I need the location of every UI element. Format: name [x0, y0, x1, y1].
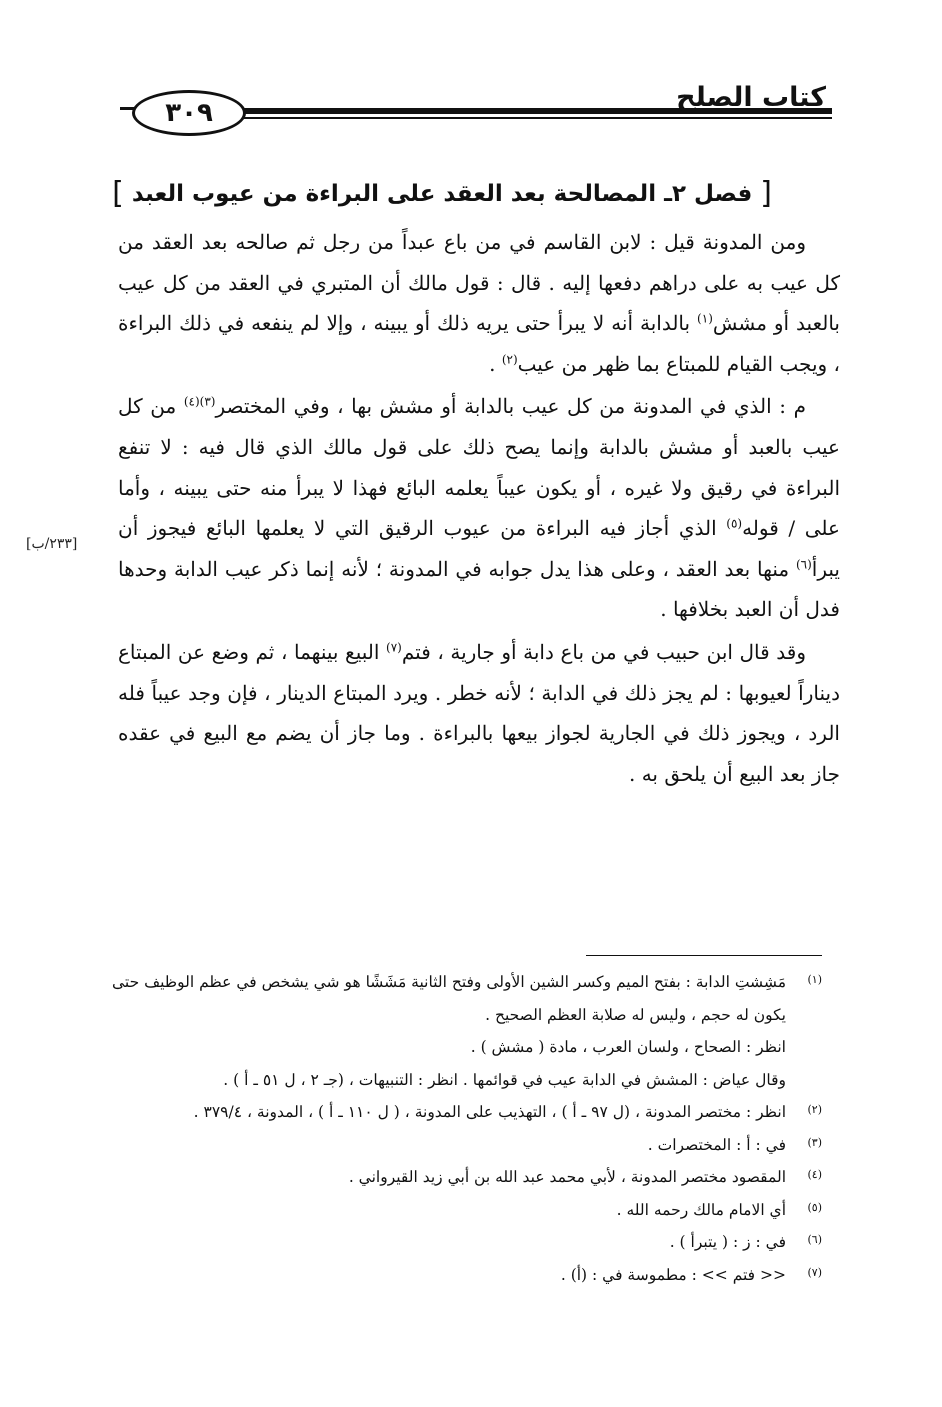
paragraph-text: .: [489, 351, 502, 376]
footnote-line: مَشِشتِ الدابة : بفتح الميم وكسر الشين الأولى وفتح الثانية مَشَشًا هو شي يشخص في عظم الوظيف حتى: [111, 973, 786, 991]
footnote-ref: (٤): [183, 394, 200, 409]
paragraph-text: البيع بينهما ، ثم وضع عن المبتاع ديناراً لعيوبها : لم يجز ذلك في الدابة ؛ لأنه خطر . ويرد المبتاع الدينار ، فإن وجد عيباً فله الرد ، ويجوز ذلك في الجارية لجواز بيعها بالبراءة . وما جاز أن يضم مع البيع في عقده جاز بعد البيع أن يلحق به .: [118, 639, 840, 786]
footnote: [140, 1096, 822, 1129]
footnote-ref: (٣): [199, 394, 216, 409]
footnote-number: (٥): [807, 1200, 822, 1214]
footnote: [111, 966, 822, 1096]
footnote: [140, 1194, 822, 1227]
footnote: [140, 1129, 822, 1162]
footnote-line: المقصود مختصر المدونة ، لأبي محمد عبد الله بن أبي زيد القيرواني .: [348, 1168, 786, 1186]
page-header: [120, 78, 832, 138]
footnote-number: (٣): [807, 1135, 822, 1149]
footnote-body: [140, 1194, 786, 1227]
paragraph-text: من كل عيب بالعبد أو مشش بالدابة وإنما يصح ذلك على قول مالك الذي قال فيه : لا تنفع البراءة في رقيق ولا غيره ، أو يكون عيباً يعلمه البائع فهذا لا يبرأ منه حتى يبينه ، وأما على / قوله: [118, 394, 840, 541]
section-title: فصل ٢ـ المصالحة بعد العقد على البراءة من عيوب العبد: [131, 181, 753, 207]
margin-folio-note: [٢٣٣/ب]: [26, 536, 78, 552]
heading-bracket-open: [: [760, 176, 772, 211]
page-number-text: ٣٠٩: [165, 98, 213, 128]
footnote-body: [140, 1161, 786, 1194]
paragraph-text: وقد قال ابن حبيب في من باع دابة أو جارية ، فتم: [401, 639, 807, 664]
body-text: [118, 222, 840, 794]
paragraph-text: م : الذي في المدونة من كل عيب بالدابة أو مشش بها ، وفي المختصر: [215, 394, 806, 419]
footnote-body: [140, 1096, 786, 1129]
footnote-ref: (١): [697, 311, 713, 326]
footnote: [140, 1259, 822, 1292]
footnote-ref: (٢): [501, 352, 518, 367]
footnote-line: في : ز : ( يتبرأ ) .: [669, 1233, 786, 1251]
footnote-separator: [586, 955, 822, 956]
footnote-number: (١): [807, 973, 822, 986]
paragraph-text: بالدابة أنه لا يبرأ حتى يريه ذلك أو يبينه ، وإلا لم ينفعه في ذلك البراءة ، ويجب القيام للمبتاع بما ظهر من عيب: [118, 311, 840, 376]
footnote-body: [140, 1129, 786, 1162]
footnote-number: (٧): [807, 1265, 822, 1279]
footnote-body: [112, 966, 786, 1096]
footnote-ref: (٥): [726, 516, 743, 531]
page-number: [132, 90, 246, 136]
heading-bracket-close: ]: [112, 176, 124, 211]
footnote-body: [140, 1259, 786, 1292]
footnote-line: وقال عياض : المشش في الدابة عيب في قوائمها . انظر : التنبيهات ، (جـ ٢ ، ل ٥١ ـ أ ) .: [223, 1070, 786, 1089]
footnote: [140, 1161, 822, 1194]
paragraph-2: [118, 386, 840, 630]
footnote-line: انظر : الصحاح ، ولسان العرب ، مادة ( مشش ) .: [470, 1038, 786, 1056]
footnote: [140, 1226, 822, 1259]
footnote-line: في : أ : المختصرات .: [647, 1135, 786, 1154]
footnote-body: [140, 1226, 786, 1259]
book-title: كتاب الصلح: [676, 82, 826, 113]
footnote-line: يكون له حجم ، وليس له صلابة العظم الصحيح .: [485, 1005, 786, 1024]
paragraph-1: [118, 222, 840, 384]
footnotes: [111, 966, 822, 1291]
footnote-line: أي الامام مالك رحمه الله .: [616, 1200, 786, 1219]
paragraph-text: الذي أجاز فيه البراءة من عيوب الرقيق التي لا يعلمها البائع فيجوز أن يبرأ: [118, 516, 840, 581]
footnote-number: (٦): [807, 1233, 822, 1246]
section-heading: [112, 172, 772, 216]
paragraph-text: ومن المدونة قيل : لابن القاسم في من باع عبداً من رجل ثم صالحه بعد العقد من كل عيب به على دراهم دفعها إليه . قال : قول مالك أن المتبري في العقد من كل عيب بالعبد أو مشش: [118, 230, 840, 336]
footnote-line: انظر : مختصر المدونة ، (ل ٩٧ ـ أ ) ، التهذيب على المدونة ، ( ل ١١٠ ـ أ ) ، المدونة ، ٣٧٩/٤ .: [193, 1103, 786, 1121]
footnote-number: (٤): [807, 1168, 822, 1181]
footnote-ref: (٧): [386, 640, 402, 655]
footnote-number: (٢): [807, 1103, 822, 1116]
paragraph-text: منها بعد العقد ، وعلى هذا يدل جوابه في المدونة ؛ لأنه إنما ذكر عيب الدابة وحدها فدل أن العبد بخلافها .: [118, 556, 840, 622]
paragraph-3: [118, 632, 840, 794]
footnote-ref: (٦): [795, 557, 812, 572]
header-rule-thin: [212, 117, 832, 119]
footnote-line: << فتم >> : مطموسة في : (أ) .: [560, 1265, 786, 1284]
